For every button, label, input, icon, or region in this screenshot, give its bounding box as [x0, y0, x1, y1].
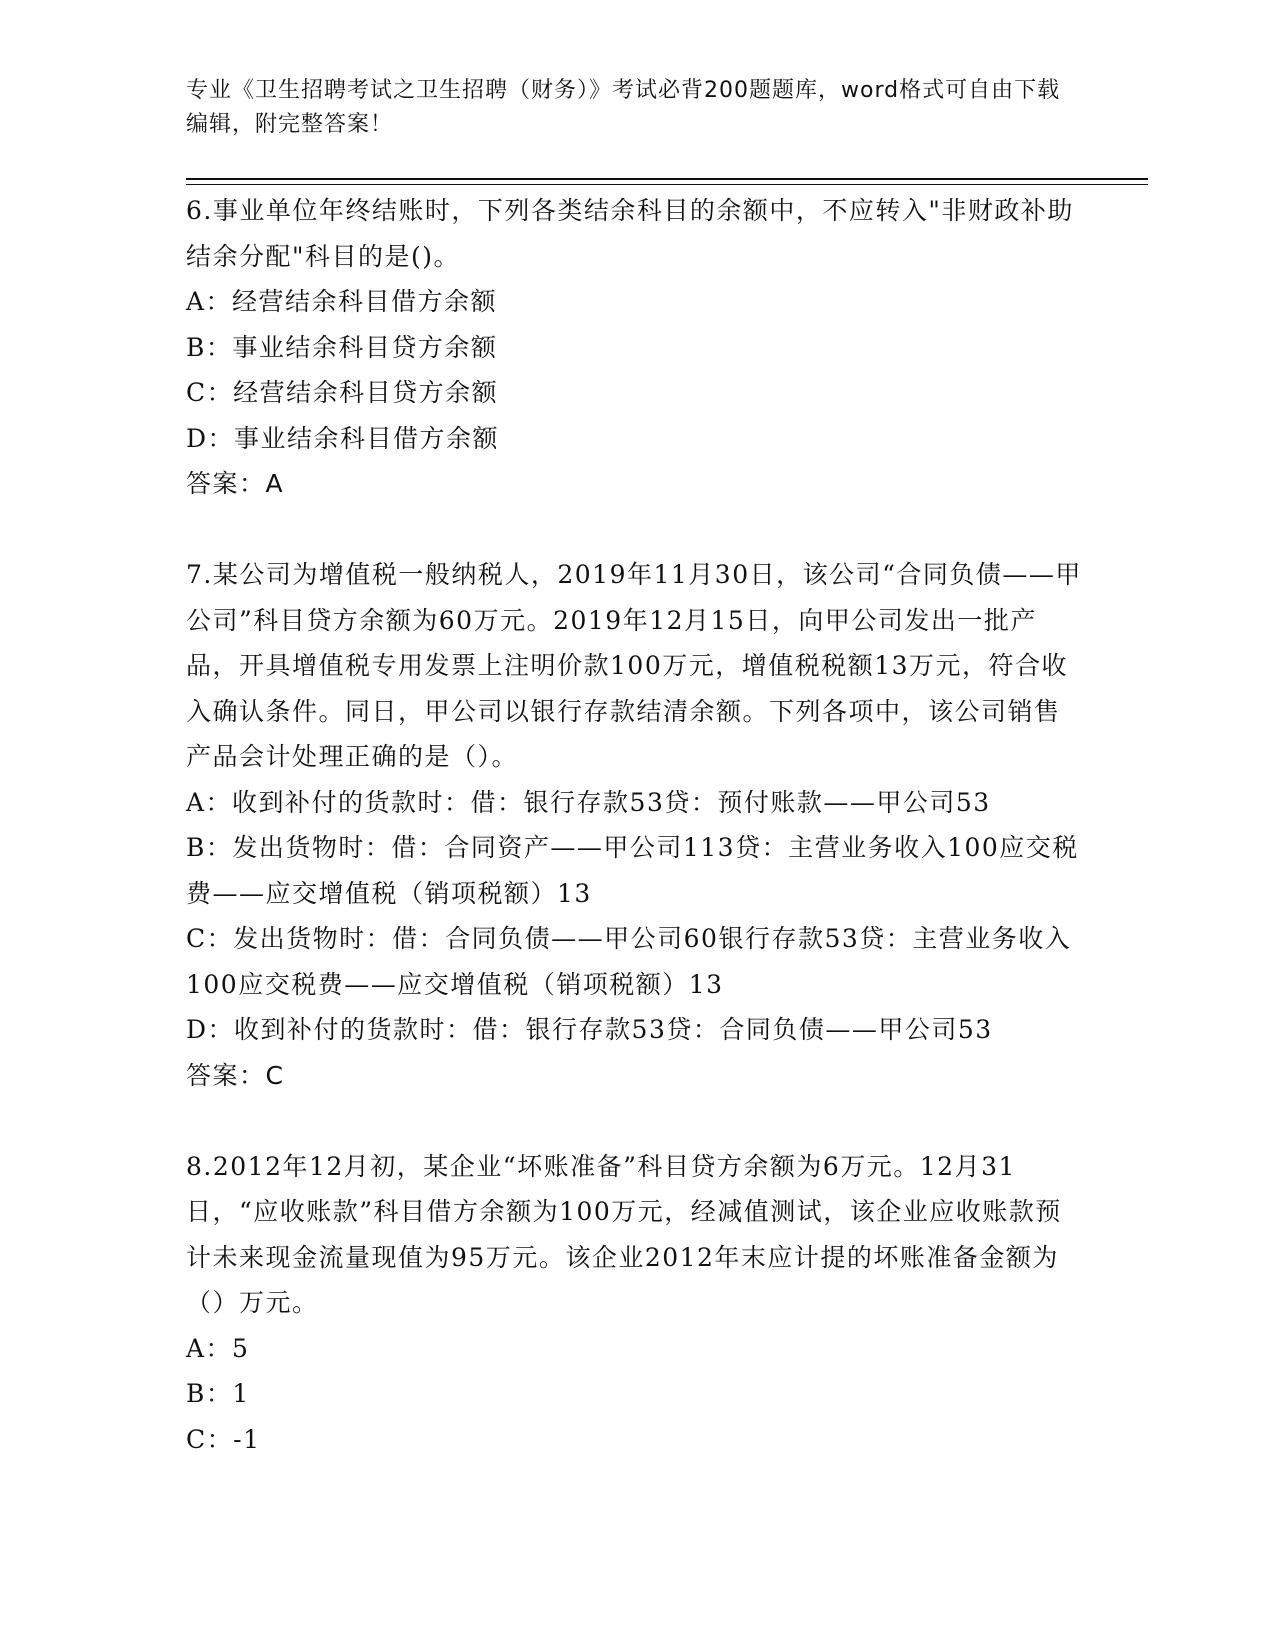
option-c: C：-1 — [186, 1424, 261, 1454]
option-c: C：发出货物时：借：合同负债——甲公司60银行存款53贷：主营业务收入100应交税费——应交增值税（销项税额）13 — [186, 924, 1072, 999]
question-stem: 6.事业单位年终结账时，下列各类结余科目的余额中，不应转入"非财政补助结余分配"科目的是()。 — [186, 196, 1074, 271]
answer-text: 答案：A — [186, 469, 285, 498]
option-d: D：收到补付的货款时：借：银行存款53贷：合同负债——甲公司53 — [186, 1015, 993, 1044]
question-stem: 8.2012年12月初，某企业“坏账准备”科目贷方余额为6万元。12月31日，“应收账款”科目借方余额为100万元，经减值测试，该企业应收账款预计未来现金流量现值为95万元。该企业2012年末应计提的坏账准备金额为（）万元。 — [186, 1151, 1062, 1317]
question-8 — [186, 1144, 1086, 1463]
question-7 — [186, 552, 1086, 1098]
option-d: D：事业结余科目借方余额 — [186, 423, 500, 453]
question-6 — [186, 188, 1086, 507]
option-b: B：发出货物时：借：合同资产——甲公司113贷：主营业务收入100应交税费——应交增值税（销项税额）13 — [186, 833, 1079, 908]
header-divider-thin — [186, 184, 1148, 185]
option-a: A：收到补付的货款时：借：银行存款53贷：预付账款——甲公司53 — [186, 787, 991, 817]
document-header: 专业《卫生招聘考试之卫生招聘（财务）》考试必背200题题库，word格式可自由下载编辑，附完整答案！ — [186, 78, 1061, 137]
option-c: C：经营结余科目贷方余额 — [186, 378, 499, 407]
answer-text: 答案：C — [186, 1060, 285, 1090]
header-divider-thick — [186, 178, 1148, 180]
option-b: B：事业结余科目贷方余额 — [186, 332, 498, 362]
option-a: A：5 — [186, 1333, 250, 1363]
question-list — [186, 188, 1086, 1508]
option-a: A：经营结余科目借方余额 — [186, 287, 498, 316]
question-stem: 7.某公司为增值税一般纳税人，2019年11月30日，该公司“合同负债——甲公司”科目贷方余额为60万元。2019年12月15日，向甲公司发出一批产品，开具增值税专用发票上注明价款100万元，增值税税额13万元，符合收入确认条件。同日，甲公司以银行存款结清余额。下列各项中，该公司销售产品会计处理正确的是（）。 — [186, 560, 1082, 771]
option-b: B：1 — [186, 1379, 250, 1408]
